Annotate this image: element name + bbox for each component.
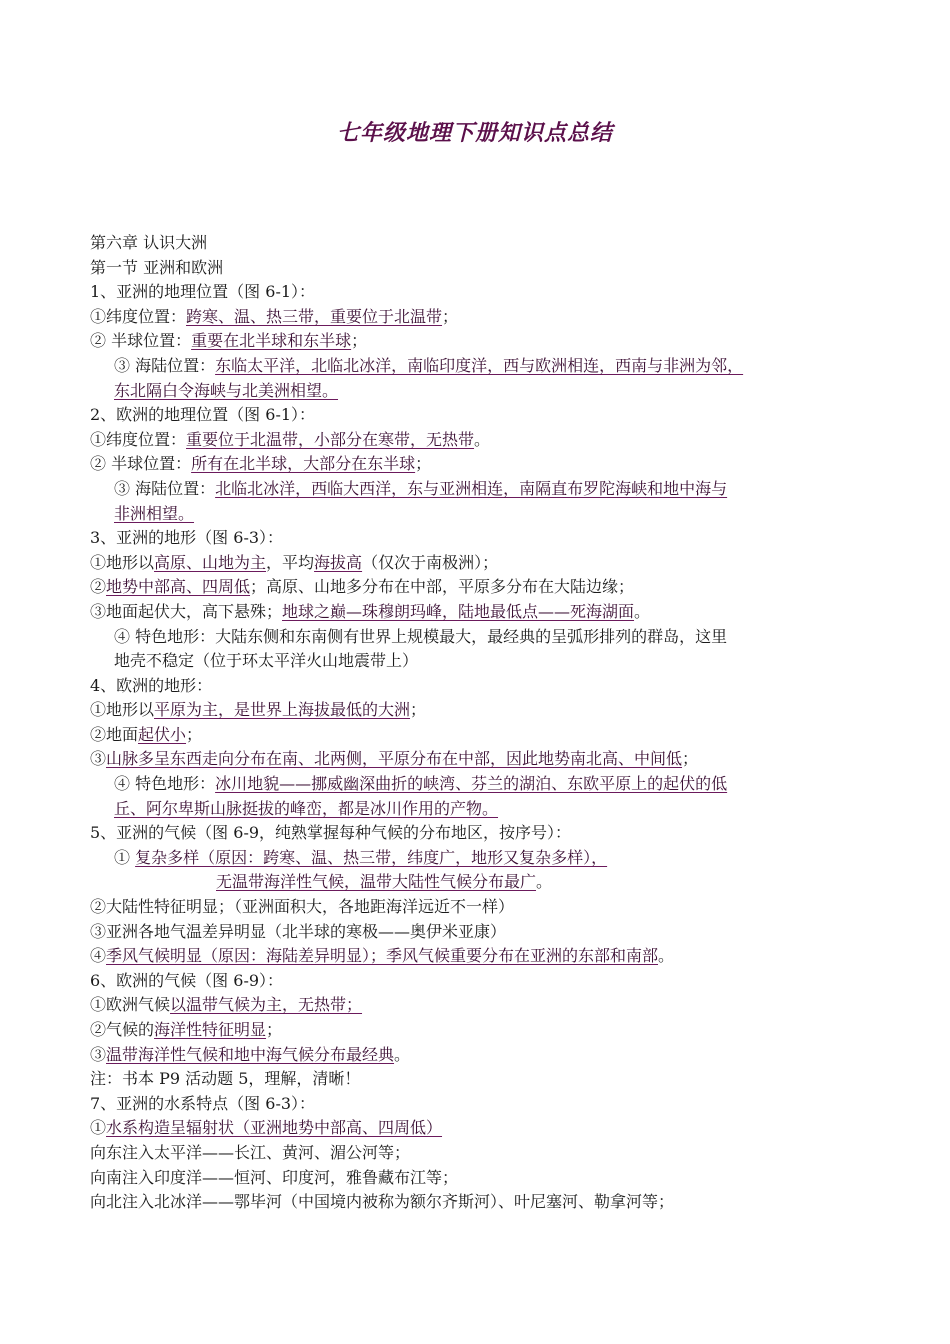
text-line <box>90 551 880 576</box>
underlined-text: 山脉多呈东西走向分布在南、北两侧，平原分布在中部，因此地势南北高、中间低 <box>106 749 683 769</box>
text-segment: ③亚洲各地气温差异明显（北半球的寒极——奥伊米亚康） <box>90 921 507 941</box>
underlined-text: 海拔高 <box>314 552 363 572</box>
text-segment: 。 <box>394 1044 411 1064</box>
document-body <box>90 231 880 1215</box>
underlined-text: 无温带海洋性气候，温带大陆性气候分布最广 <box>216 872 537 892</box>
text-segment: 5、亚洲的气候（图 6-9，纯熟掌握每种气候的分布地区，按序号）： <box>90 823 572 843</box>
underlined-text: 季风气候明显（原因：海陆差异明显）；季风气候重要分布在亚洲的东部和南部 <box>106 946 659 966</box>
underlined-text: 重要位于北温带，小部分在寒带，无热带 <box>186 429 475 449</box>
text-line <box>90 870 880 895</box>
text-line <box>90 354 880 379</box>
text-line <box>90 502 880 527</box>
text-segment: ③ 海陆位置： <box>114 355 216 375</box>
text-segment: ； <box>351 331 368 351</box>
text-segment: 。 <box>474 429 491 449</box>
text-segment: ② 半球位置： <box>90 454 192 474</box>
underlined-text: 跨寒、温、热三带，重要位于北温带 <box>186 306 443 326</box>
underlined-text: 海洋性特征明显 <box>154 1020 267 1039</box>
text-line <box>90 649 880 674</box>
text-line <box>90 305 880 330</box>
text-line <box>90 993 880 1018</box>
text-segment: 4、欧洲的地形： <box>90 675 213 695</box>
text-segment: ① <box>90 1118 107 1138</box>
text-segment: ③地面起伏大，高下悬殊； <box>90 601 283 621</box>
text-segment: ； <box>442 306 459 326</box>
text-line <box>90 231 880 256</box>
text-segment: ①纬度位置： <box>90 429 187 449</box>
text-segment: ②气候的 <box>90 1020 155 1039</box>
underlined-text: 东临太平洋，北临北冰洋，南临印度洋，西与欧洲相连，西南与非洲为邻， <box>215 355 744 375</box>
text-line <box>90 895 880 920</box>
text-segment: ④ 特色地形：大陆东侧和东南侧有世界上规模最大，最经典的呈弧形排列的群岛，这里 <box>114 626 728 646</box>
text-segment: ②地面 <box>90 724 139 744</box>
text-segment: 3、亚洲的地形（图 6-3）： <box>90 528 284 548</box>
text-line <box>90 846 880 871</box>
text-line <box>90 747 880 772</box>
text-segment: ①地形以 <box>90 700 155 720</box>
text-segment: ③ 海陆位置： <box>114 478 216 498</box>
text-segment: ； <box>186 724 203 744</box>
text-segment: ①纬度位置： <box>90 306 187 326</box>
text-segment: 2、欧洲的地理位置（图 6-1）： <box>90 405 316 425</box>
text-segment: ①欧洲气候 <box>90 995 171 1015</box>
text-line <box>90 575 880 600</box>
text-segment: 注：书本 P9 活动题 5，理解，清晰！ <box>90 1069 361 1089</box>
text-segment: ② 半球位置： <box>90 331 192 351</box>
text-segment: ①地形以 <box>90 552 155 572</box>
text-segment: 向东注入太平洋——长江、黄河、湄公河等； <box>90 1142 411 1162</box>
text-segment: 第六章 认识大洲 <box>90 233 208 252</box>
underlined-text: 地球之巅—珠穆朗玛峰，陆地最低点——死海湖面 <box>282 601 635 621</box>
text-line <box>90 403 880 428</box>
text-line <box>90 625 880 650</box>
text-line <box>90 477 880 502</box>
text-line <box>90 1092 880 1117</box>
underlined-text: 所有在北半球，大部分在东半球 <box>191 454 416 474</box>
text-line <box>90 821 880 846</box>
underlined-text: 复杂多样（原因：跨寒、温、热三带，纬度广，地形又复杂多样）， <box>135 847 608 867</box>
text-segment: ③ <box>90 749 107 769</box>
underlined-text: 水系构造呈辐射状（亚洲地势中部高、四周低） <box>106 1118 443 1138</box>
underlined-text: 东北隔白令海峡与北美洲相望。 <box>114 380 339 400</box>
text-segment: ； <box>415 454 432 474</box>
text-segment: ； <box>266 1020 283 1039</box>
text-line <box>90 1043 880 1068</box>
text-line <box>90 1190 880 1215</box>
text-segment: ，平均 <box>266 552 315 572</box>
text-segment: ③ <box>90 1044 107 1064</box>
text-line <box>90 526 880 551</box>
underlined-text: 高原、山地为主 <box>154 552 267 572</box>
text-segment: 。 <box>536 872 553 892</box>
text-line <box>90 379 880 404</box>
text-segment: 7、亚洲的水系特点（图 6-3）： <box>90 1093 316 1113</box>
text-segment: 第一节 亚洲和欧洲 <box>90 257 224 277</box>
text-line <box>90 256 880 281</box>
text-line <box>90 1166 880 1191</box>
underlined-text: 以温带气候为主，无热带； <box>170 995 363 1015</box>
text-line <box>90 600 880 625</box>
text-segment: 。 <box>658 946 675 966</box>
text-line <box>90 674 880 699</box>
text-line <box>90 1116 880 1141</box>
underlined-text: 丘、阿尔卑斯山脉挺拔的峰峦，都是冰川作用的产物。 <box>114 798 499 818</box>
text-line <box>90 969 880 994</box>
text-segment: ②大陆性特征明显；（亚洲面积大，各地距海洋远近不一样） <box>90 897 515 917</box>
underlined-text: 非洲相望。 <box>114 503 195 523</box>
text-segment: ② <box>90 577 107 597</box>
text-segment: 6、欧洲的气候（图 6-9）： <box>90 970 284 990</box>
text-segment: ； <box>682 749 699 769</box>
text-line <box>90 428 880 453</box>
text-segment: 向北注入北冰洋——鄂毕河（中国境内被称为额尔齐斯河）、叶尼塞河、勒拿河等； <box>90 1192 675 1212</box>
text-line <box>90 698 880 723</box>
text-segment: ④ 特色地形： <box>114 774 216 794</box>
underlined-text: 平原为主，是世界上海拔最低的大洲 <box>154 700 411 720</box>
page-title: 七年级地理下册知识点总结 <box>336 121 613 146</box>
text-segment: ④ <box>90 946 107 966</box>
text-segment: 向南注入印度洋——恒河、印度河，雅鲁藏布江等； <box>90 1167 459 1187</box>
text-segment: 地壳不稳定（位于环太平洋火山地震带上） <box>114 651 419 671</box>
underlined-text: 冰川地貌——挪威幽深曲折的峡湾、芬兰的湖泊、东欧平原上的起伏的低 <box>215 774 728 794</box>
text-segment: 。 <box>634 601 651 621</box>
text-line <box>90 1141 880 1166</box>
text-segment: ；高原、山地多分布在中部，平原多分布在大陆边缘； <box>250 577 635 597</box>
text-line <box>90 1018 880 1043</box>
text-segment: ① <box>114 847 136 867</box>
text-line <box>90 772 880 797</box>
underlined-text: 重要在北半球和东半球 <box>191 331 352 351</box>
text-line <box>90 329 880 354</box>
underlined-text: 温带海洋性气候和地中海气候分布最经典 <box>106 1044 395 1064</box>
text-line <box>90 452 880 477</box>
underlined-text: 起伏小 <box>138 724 187 744</box>
underlined-text: 地势中部高、四周低 <box>106 577 251 597</box>
text-line <box>90 797 880 822</box>
text-line <box>90 944 880 969</box>
text-segment: ； <box>410 700 427 720</box>
text-line <box>90 723 880 748</box>
text-segment: （仅次于南极洲）； <box>362 552 499 572</box>
underlined-text: 北临北冰洋，西临大西洋，东与亚洲相连，南隔直布罗陀海峡和地中海与 <box>215 478 728 498</box>
text-line <box>90 920 880 945</box>
text-line <box>90 280 880 305</box>
text-segment: 1、亚洲的地理位置（图 6-1）： <box>90 282 316 302</box>
text-line <box>90 1067 880 1092</box>
